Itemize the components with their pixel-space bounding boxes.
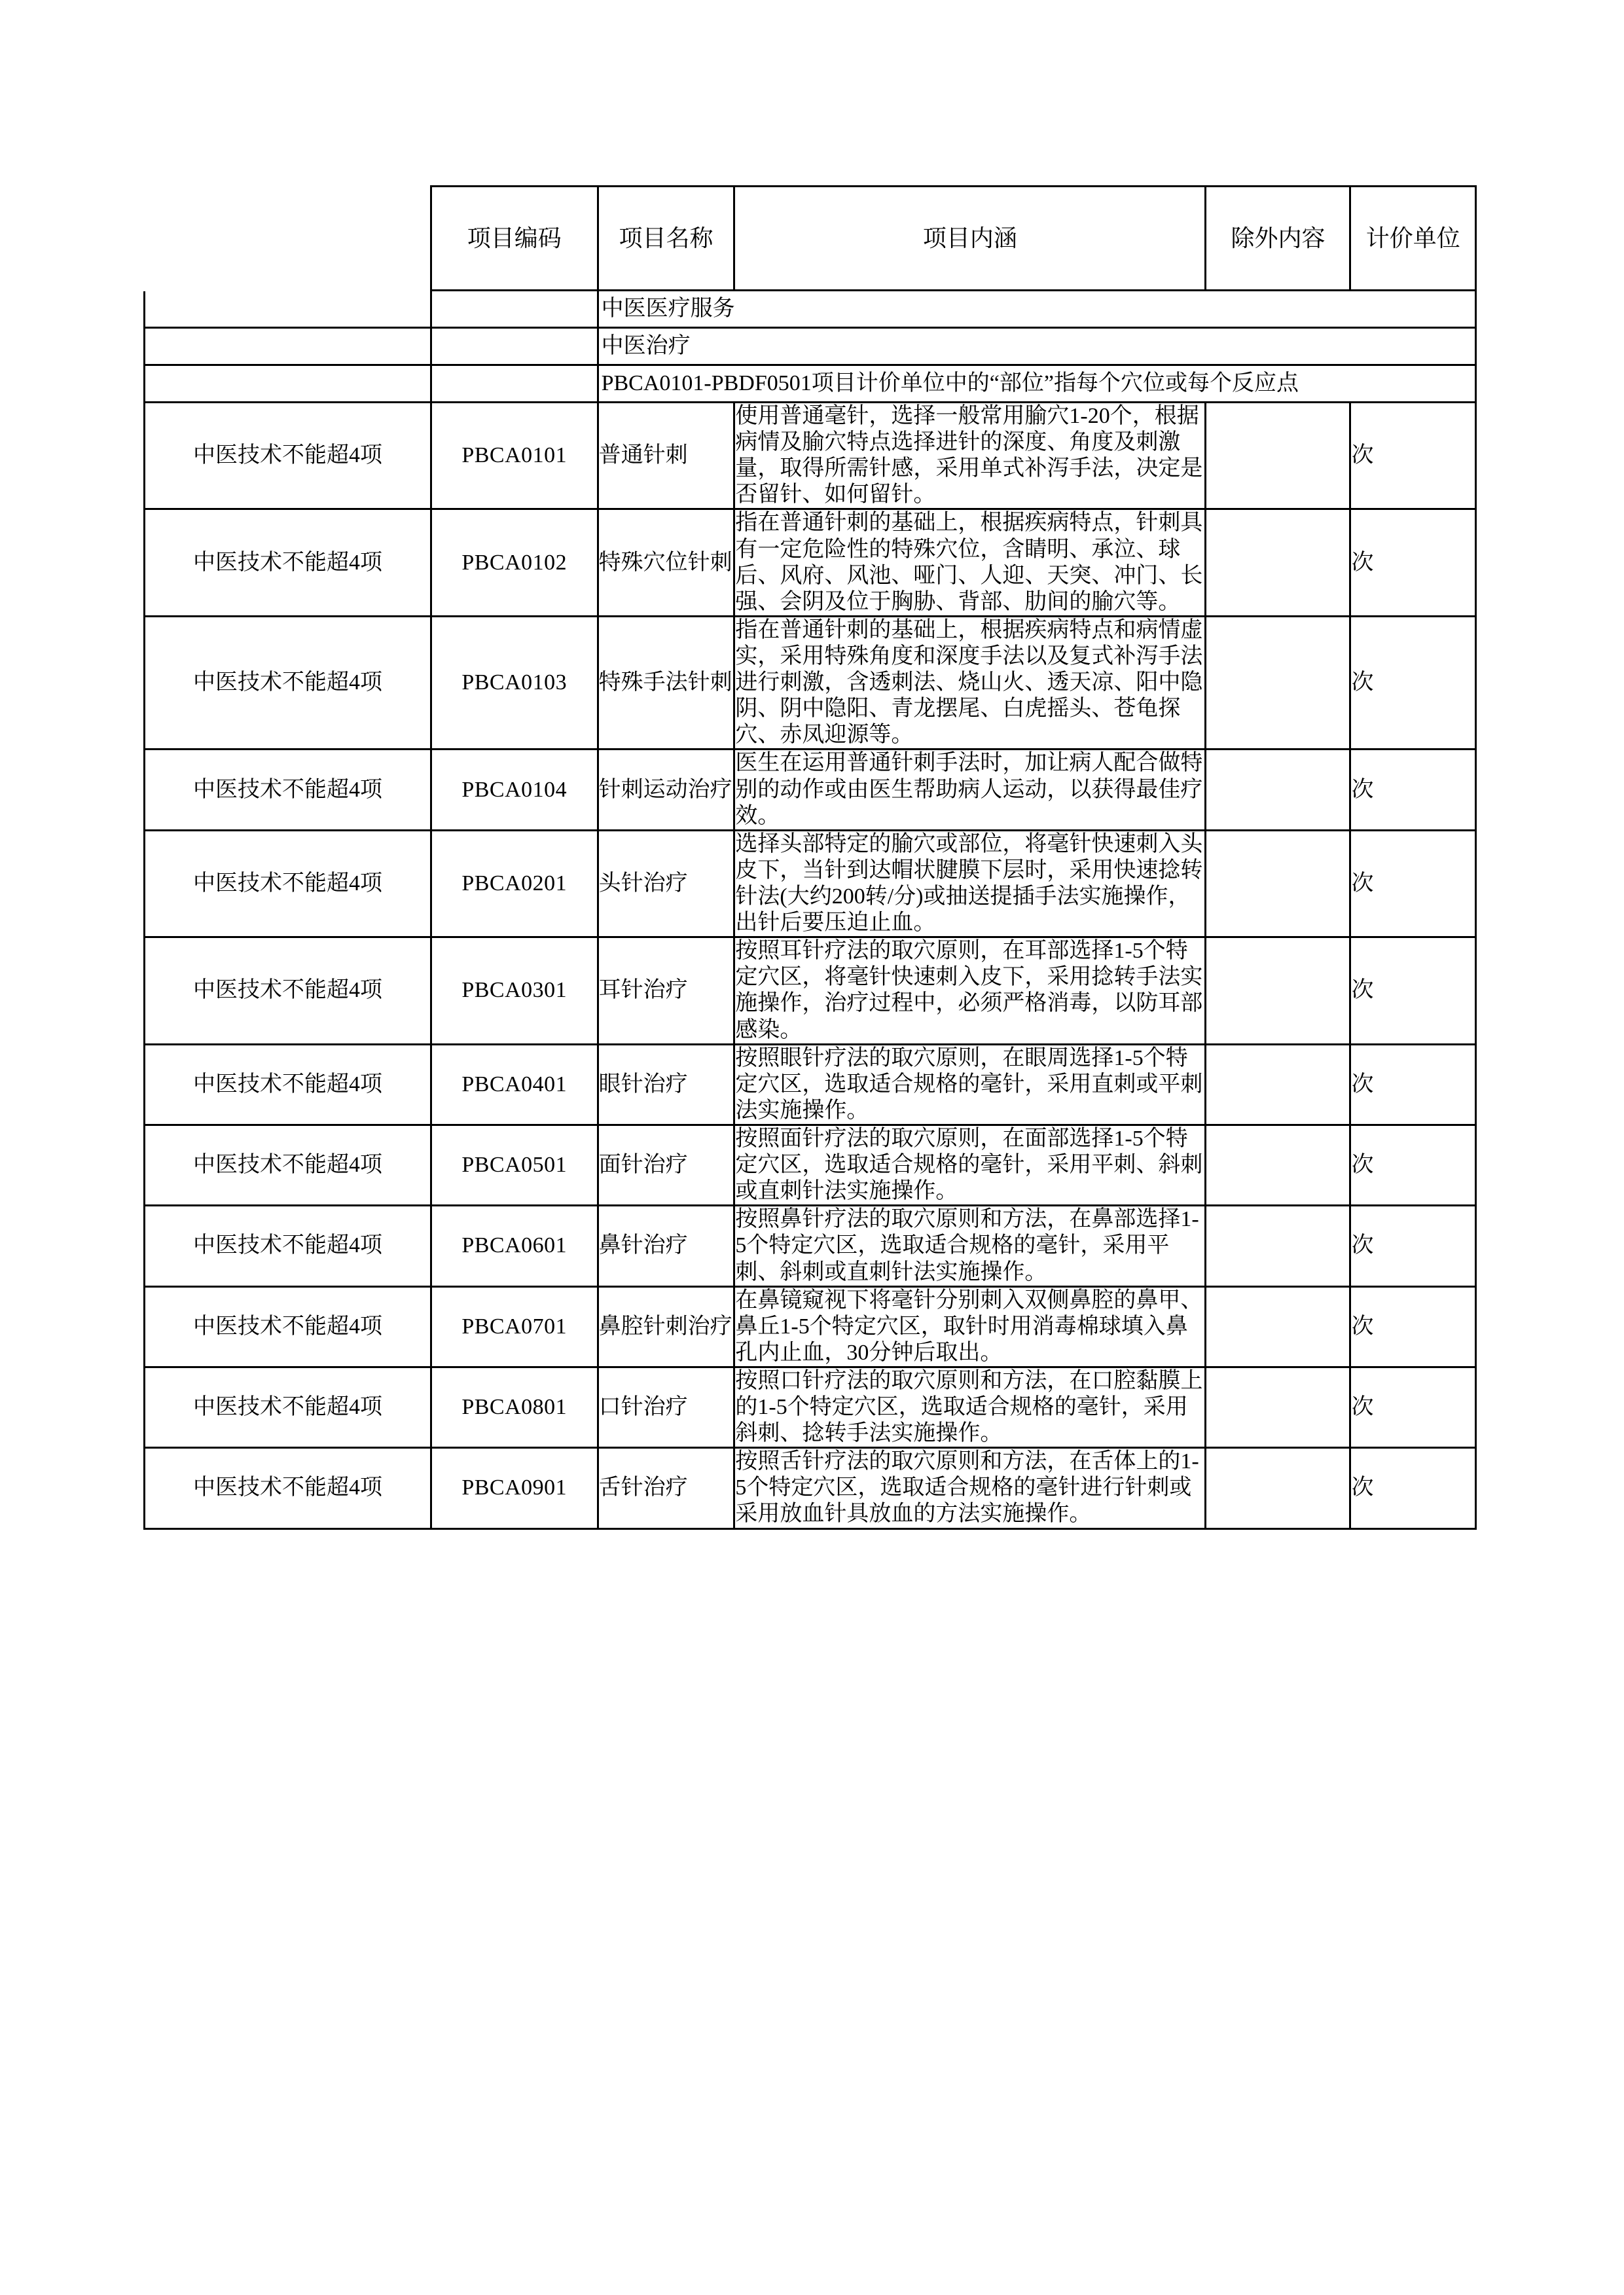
- column-header-name: 项目名称: [598, 187, 734, 291]
- cell-item-content: 按照耳针疗法的取穴原则，在耳部选择1-5个特定穴区，将毫针快速刺入皮下，采用捻转手法实施操作，治疗过程中，必须严格消毒，以防耳部感染。: [734, 937, 1206, 1044]
- column-header-code: 项目编码: [431, 187, 598, 291]
- pricing-unit-note: PBCA0101-PBDF0501项目计价单位中的“部位”指每个穴位或每个反应点: [598, 365, 1475, 403]
- cell-pricing-unit: 次: [1350, 1206, 1476, 1286]
- table-row: [145, 1044, 1476, 1125]
- cell-pricing-unit: 次: [1350, 937, 1476, 1044]
- cell-item-code: PBCA0901: [431, 1448, 598, 1528]
- cell-item-name: 普通针刺: [598, 403, 734, 509]
- cell-item-code: PBCA0501: [431, 1125, 598, 1205]
- cell-pricing-unit: 次: [1350, 1367, 1476, 1447]
- cell-restriction-note: 中医技术不能超4项: [145, 830, 431, 937]
- cell-exclusion: [1206, 616, 1350, 750]
- cell-item-code: PBCA0701: [431, 1286, 598, 1367]
- cell-pricing-unit: 次: [1350, 1448, 1476, 1528]
- cell-item-content: 选择头部特定的腧穴或部位，将毫针快速刺入头皮下，当针到达帽状腱膜下层时，采用快速捻转针法(大约200转/分)或抽送提插手法实施操作，出针后要压迫止血。: [734, 830, 1206, 937]
- cell-restriction-note: 中医技术不能超4项: [145, 1448, 431, 1528]
- table-row: [145, 403, 1476, 509]
- cell-item-content: 按照口针疗法的取穴原则和方法，在口腔黏膜上的1-5个特定穴区，选取适合规格的毫针，采用斜刺、捻转手法实施操作。: [734, 1367, 1206, 1447]
- cell-item-content: 医生在运用普通针刺手法时，加让病人配合做特别的动作或由医生帮助病人运动，以获得最佳疗效。: [734, 750, 1206, 830]
- cell-item-content: 指在普通针刺的基础上，根据疾病特点和病情虚实，采用特殊角度和深度手法以及复式补泻手法进行刺激，含透刺法、烧山火、透天凉、阳中隐阴、阴中隐阳、青龙摆尾、白虎摇头、苍龟探穴、赤凤迎源等。: [734, 616, 1206, 750]
- cell-exclusion: [1206, 403, 1350, 509]
- cell-exclusion: [1206, 1206, 1350, 1286]
- cell-exclusion: [1206, 1125, 1350, 1205]
- table-body: [145, 187, 1476, 1529]
- section-blank-code-3: [431, 365, 598, 403]
- section-label-service: 中医医疗服务: [598, 291, 1475, 328]
- cell-item-code: PBCA0201: [431, 830, 598, 937]
- table-row: [145, 937, 1476, 1044]
- cell-item-content: 使用普通毫针，选择一般常用腧穴1-20个，根据病情及腧穴特点选择进针的深度、角度及刺激量，取得所需针感，采用单式补泻手法，决定是否留针、如何留针。: [734, 403, 1206, 509]
- cell-item-name: 特殊手法针刺: [598, 616, 734, 750]
- cell-item-content: 按照鼻针疗法的取穴原则和方法，在鼻部选择1-5个特定穴区，选取适合规格的毫针，采用平刺、斜刺或直刺针法实施操作。: [734, 1206, 1206, 1286]
- cell-exclusion: [1206, 830, 1350, 937]
- column-header-exclude: 除外内容: [1206, 187, 1350, 291]
- table-row: [145, 616, 1476, 750]
- cell-item-code: PBCA0801: [431, 1367, 598, 1447]
- cell-pricing-unit: 次: [1350, 403, 1476, 509]
- cell-item-content: 按照面针疗法的取穴原则，在面部选择1-5个特定穴区，选取适合规格的毫针，采用平刺、斜刺或直刺针法实施操作。: [734, 1125, 1206, 1205]
- section-blank-code-2: [431, 328, 598, 365]
- cell-item-code: PBCA0102: [431, 509, 598, 616]
- section-blank-note-2: [145, 328, 431, 365]
- cell-restriction-note: 中医技术不能超4项: [145, 750, 431, 830]
- cell-item-content: 指在普通针刺的基础上，根据疾病特点，针刺具有一定危险性的特殊穴位，含睛明、承泣、球后、风府、风池、哑门、人迎、天突、冲门、长强、会阴及位于胸胁、背部、肋间的腧穴等。: [734, 509, 1206, 616]
- cell-restriction-note: 中医技术不能超4项: [145, 1286, 431, 1367]
- cell-item-code: PBCA0101: [431, 403, 598, 509]
- cell-item-name: 舌针治疗: [598, 1448, 734, 1528]
- cell-item-name: 鼻腔针刺治疗: [598, 1286, 734, 1367]
- cell-restriction-note: 中医技术不能超4项: [145, 616, 431, 750]
- cell-item-name: 鼻针治疗: [598, 1206, 734, 1286]
- section-row-service-category: [145, 291, 1476, 328]
- section-row-pricing-note: [145, 365, 1476, 403]
- cell-restriction-note: 中医技术不能超4项: [145, 403, 431, 509]
- cell-restriction-note: 中医技术不能超4项: [145, 937, 431, 1044]
- table-row: [145, 509, 1476, 616]
- cell-item-code: PBCA0103: [431, 616, 598, 750]
- cell-pricing-unit: 次: [1350, 1125, 1476, 1205]
- cell-item-content: 按照眼针疗法的取穴原则，在眼周选择1-5个特定穴区，选取适合规格的毫针，采用直刺或平刺法实施操作。: [734, 1044, 1206, 1125]
- cell-pricing-unit: 次: [1350, 750, 1476, 830]
- cell-pricing-unit: 次: [1350, 616, 1476, 750]
- table-header-row: [145, 187, 1476, 291]
- column-header-content: 项目内涵: [734, 187, 1206, 291]
- section-row-treatment-category: [145, 328, 1476, 365]
- column-header-unit: 计价单位: [1350, 187, 1476, 291]
- cell-restriction-note: 中医技术不能超4项: [145, 1367, 431, 1447]
- price-item-table: [143, 185, 1477, 1530]
- table-row: [145, 1206, 1476, 1286]
- section-blank-note-3: [145, 365, 431, 403]
- cell-item-code: PBCA0401: [431, 1044, 598, 1125]
- cell-pricing-unit: 次: [1350, 1044, 1476, 1125]
- table-row: [145, 1367, 1476, 1447]
- cell-pricing-unit: 次: [1350, 509, 1476, 616]
- section-blank-code: [431, 291, 598, 328]
- cell-restriction-note: 中医技术不能超4项: [145, 509, 431, 616]
- cell-item-code: PBCA0301: [431, 937, 598, 1044]
- cell-item-name: 耳针治疗: [598, 937, 734, 1044]
- cell-exclusion: [1206, 937, 1350, 1044]
- cell-item-code: PBCA0601: [431, 1206, 598, 1286]
- cell-item-name: 针刺运动治疗: [598, 750, 734, 830]
- cell-exclusion: [1206, 509, 1350, 616]
- cell-exclusion: [1206, 1448, 1350, 1528]
- cell-item-code: PBCA0104: [431, 750, 598, 830]
- cell-exclusion: [1206, 1367, 1350, 1447]
- cell-exclusion: [1206, 750, 1350, 830]
- cell-item-name: 眼针治疗: [598, 1044, 734, 1125]
- cell-item-content: 按照舌针疗法的取穴原则和方法，在舌体上的1-5个特定穴区，选取适合规格的毫针进行针刺或采用放血针具放血的方法实施操作。: [734, 1448, 1206, 1528]
- cell-pricing-unit: 次: [1350, 830, 1476, 937]
- cell-item-name: 头针治疗: [598, 830, 734, 937]
- cell-pricing-unit: 次: [1350, 1286, 1476, 1367]
- table-row: [145, 830, 1476, 937]
- section-label-treatment: 中医治疗: [598, 328, 1475, 365]
- cell-restriction-note: 中医技术不能超4项: [145, 1125, 431, 1205]
- cell-exclusion: [1206, 1044, 1350, 1125]
- column-header-note: [145, 187, 431, 291]
- table-row: [145, 1448, 1476, 1528]
- cell-item-name: 特殊穴位针刺: [598, 509, 734, 616]
- cell-item-name: 口针治疗: [598, 1367, 734, 1447]
- cell-restriction-note: 中医技术不能超4项: [145, 1206, 431, 1286]
- table-row: [145, 1125, 1476, 1205]
- cell-exclusion: [1206, 1286, 1350, 1367]
- table-row: [145, 1286, 1476, 1367]
- table-row: [145, 750, 1476, 830]
- cell-restriction-note: 中医技术不能超4项: [145, 1044, 431, 1125]
- cell-item-content: 在鼻镜窥视下将毫针分别刺入双侧鼻腔的鼻甲、鼻丘1-5个特定穴区，取针时用消毒棉球填入鼻孔内止血，30分钟后取出。: [734, 1286, 1206, 1367]
- cell-item-name: 面针治疗: [598, 1125, 734, 1205]
- section-blank-note: [145, 291, 431, 328]
